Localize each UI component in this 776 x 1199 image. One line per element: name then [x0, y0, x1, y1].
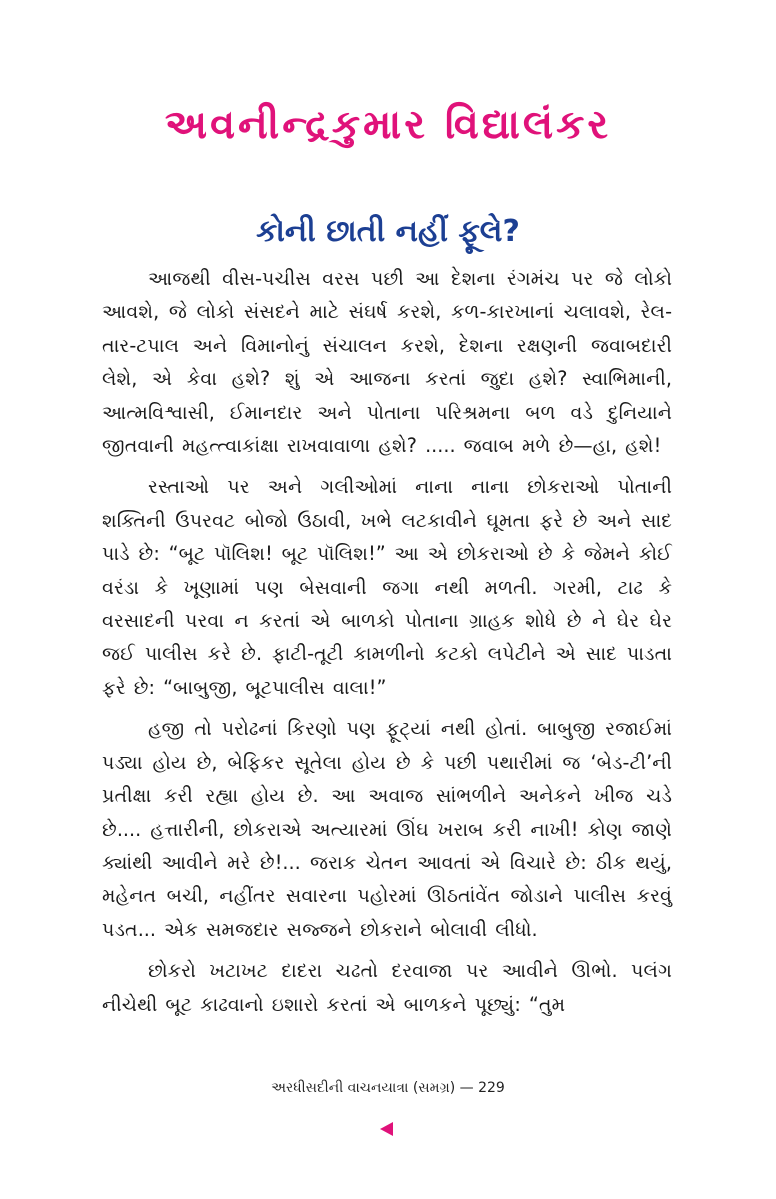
paragraph-3: હજી તો પરોઢનાં કિરણો પણ ફૂટ્યાં નથી હોતાં. બાબુજી રજાઈમાં પડ્યા હોય છે, બેફિકર સૂતેલા હોય છે કે પછી પથારીમાં જ ‘બેડ-ટી’ની પ્રતીક્ષા કરી રહ્યા હોય છે. આ અવાજ સાંભળીને અનેકને ખીજ ચડે છે.... હત્તારીની, છોકરાએ અત્યારમાં ઊંઘ ખરાબ કરી નાખી! કોણ જાણે ક્યાંથી આવીને મરે છે!... જરાક ચેતન આવતાં એ વિચારે છે: ઠીક થયું, મહેનત બચી, નહીંતર સવારના પહોરમાં ઊઠતાંવેંત જોડાને પાલીસ કરવું પડત... એક સમજદાર સજ્જને છોકરાને બોલાવી લીધો. — [102, 717, 672, 941]
page-footer: અરધીસદીની વાચનયાત્રા (સમગ્ર) — 229 — [271, 1080, 505, 1096]
paragraph-1: આજથી વીસ-પચીસ વરસ પછી આ દેશના રંગમંચ પર જે લોકો આવશે, જે લોકો સંસદને માટે સંઘર્ષ કરશે, કળ-કારખાનાં ચલાવશે, રેલ-તાર-ટપાલ અને વિમાનોનું સંચાલન કરશે, દેશના રક્ષણની જવાબદારી લેશે, એ કેવા હશે? શું એ આજના કરતાં જુદા હશે? સ્વાભિમાની, આત્મવિશ્વાસી, ઈમાનદાર અને પોતાના પરિશ્રમના બળ વડે દુનિયાને જીતવાની મહત્ત્વાકાંક્ષા રાખવાવાળા હશે? ..... જવાબ મળે છે—હા, હશે! — [102, 267, 672, 458]
body-text — [102, 262, 672, 1029]
chapter-title: કોની છાતી નહીં ફૂલે? — [256, 214, 520, 249]
left-triangle-icon[interactable] — [380, 1122, 393, 1136]
author-name: અવનીન્દ્રકુમાર વિદ્યાલંકર — [164, 102, 612, 148]
paragraph-4: છોકરો ખટાખટ દાદરા ચઢતો દરવાજા પર આવીને ઊભો. પલંગ નીચેથી બૂટ કાઢવાનો ઇશારો કરતાં એ બાળકને પૂછ્યું: “તુમ — [102, 959, 672, 1016]
paragraph-2: રસ્તાઓ પર અને ગલીઓમાં નાના નાના છોકરાઓ પોતાની શક્તિની ઉપરવટ બોજો ઉઠાવી, ખભે લટકાવીને ઘૂમતા ફરે છે અને સાદ પાડે છે: “બૂટ પૉલિશ! બૂટ પૉલિશ!” આ એ છોકરાઓ છે કે જેમને કોઈ વરંડા કે ખૂણામાં પણ બેસવાની જગા નથી મળતી. ગરમી, ટાઢ કે વરસાદની પરવા ન કરતાં એ બાળકો પોતાના ગ્રાહક શોધે છે ને ઘેર ઘેર જઈ પાલીસ કરે છે. ફાટી-તૂટી કામળીનો કટકો લપેટીને એ સાદ પાડતા ફરે છે: “બાબુજી, બૂટપાલીસ વાલા!” — [102, 475, 672, 699]
